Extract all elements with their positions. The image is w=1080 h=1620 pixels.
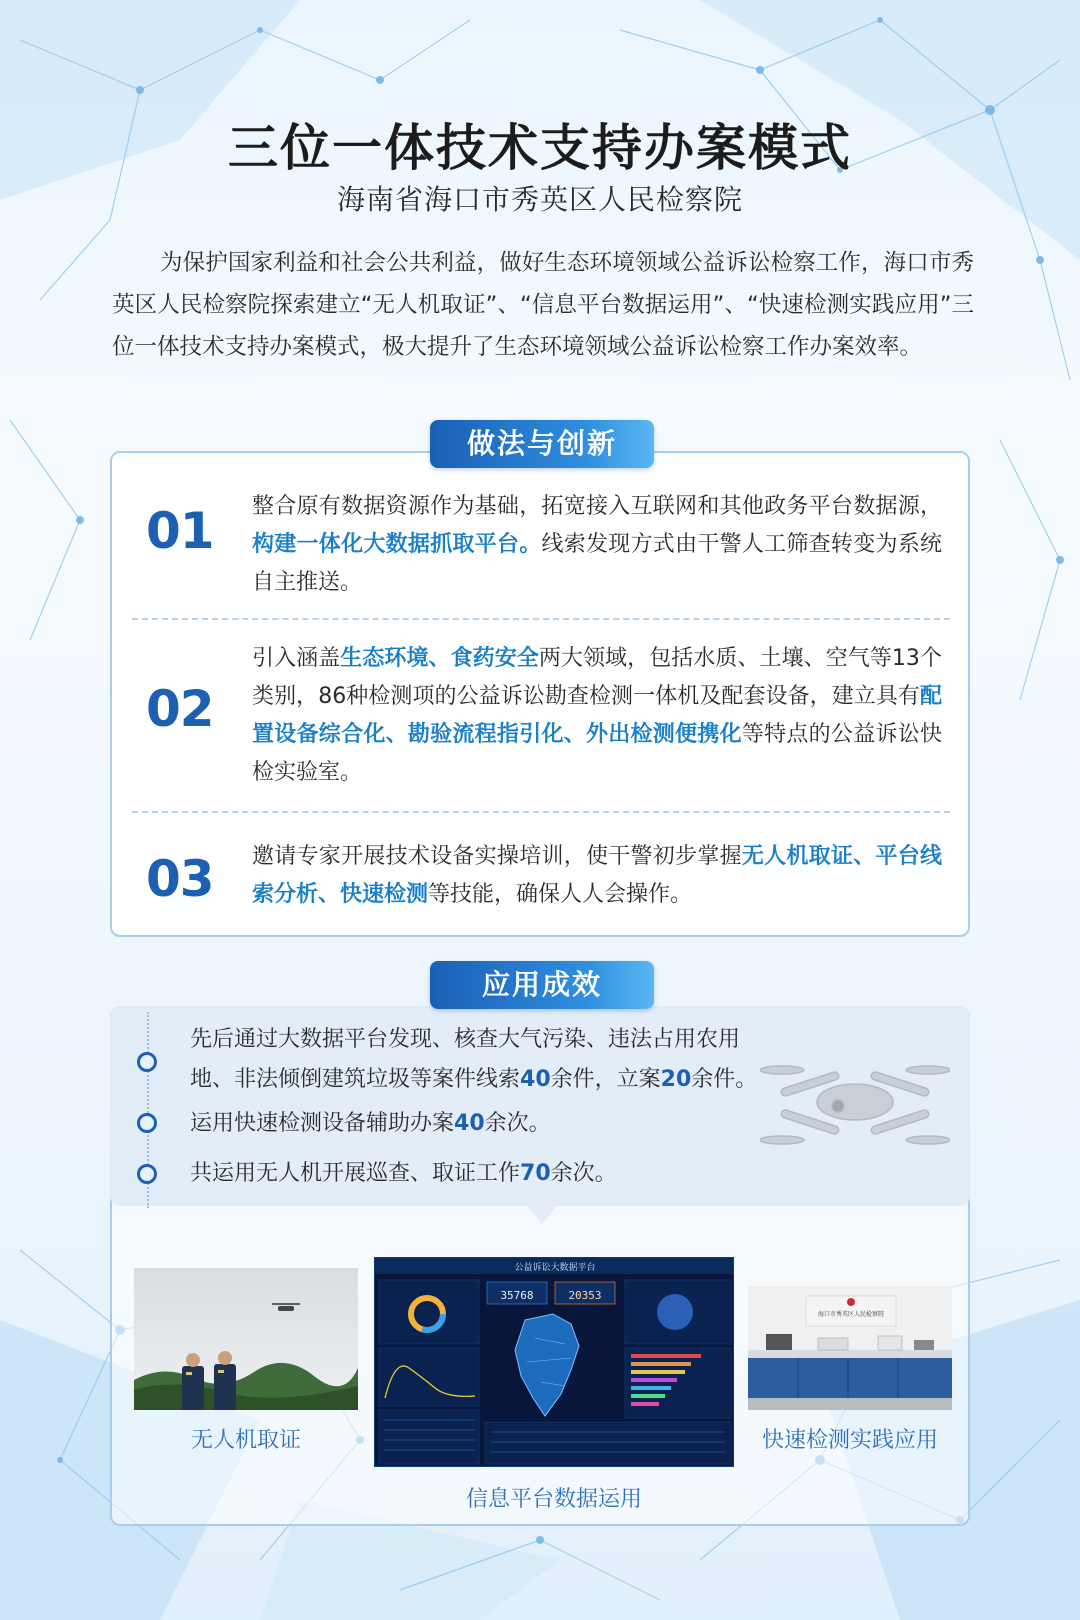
bullet-icon	[137, 1164, 157, 1184]
practice-text: 整合原有数据资源作为基础，拓宽接入互联网和其他政务平台数据源，构建一体化大数据抓取平台。线索发现方式由干警人工筛查转变为系统自主推送。	[252, 494, 942, 595]
practice-highlight: 无人机取证、平台线索分析、快速检测	[252, 844, 942, 907]
platform-stat-1: 35768	[500, 1289, 534, 1302]
callout-pointer	[526, 1204, 558, 1224]
bullet-icon	[137, 1113, 157, 1133]
lab-sign: 海口市秀英区人民检察院	[817, 1311, 885, 1318]
platform-title: 公益诉讼大数据平台	[514, 1262, 596, 1272]
practice-text: 引入涵盖生态环境、食药安全两大领域，包括水质、土壤、空气等13个类别，86种检测项的公益诉讼勘查检测一体机及配套设备，建立具有配置设备综合化、勘验流程指引化、外出检测便携化等特点的公益诉讼快检实验室。	[252, 646, 942, 785]
intro-paragraph: 为保护国家利益和社会公共利益，做好生态环境领域公益诉讼检察工作，海口市秀英区人民检察院探索建立“无人机取证”、“信息平台数据运用”、“快速检测实践应用”三位一体技术支持办案模式，极大提升了生态环境领域公益诉讼检察工作办案效率。	[112, 250, 974, 360]
result-item-3: 共运用无人机开展巡查、取证工作70余次。	[190, 1161, 617, 1186]
practices-heading: 做法与创新	[430, 420, 654, 468]
lab-caption: 快速检测实践应用	[761, 1428, 938, 1453]
practice-text: 邀请专家开展技术设备实操培训，使干警初步掌握无人机取证、平台线索分析、快速检测等技能，确保人人会操作。	[252, 844, 942, 907]
lab-photo	[748, 1268, 952, 1410]
bullet-icon	[137, 1052, 157, 1072]
page-title: 三位一体技术支持办案模式	[228, 119, 852, 177]
page-subtitle: 海南省海口市秀英区人民检察院	[336, 183, 743, 216]
practice-highlight: 配置设备综合化、勘验流程指引化、外出检测便携化	[252, 684, 942, 747]
drone-icon	[760, 1040, 950, 1160]
results-heading: 应用成效	[430, 961, 654, 1009]
practice-highlight: 生态环境、食药安全	[340, 646, 539, 671]
practice-number: 02	[146, 680, 214, 738]
practice-number: 03	[146, 850, 214, 908]
platform-screenshot	[374, 1257, 734, 1467]
item-divider	[132, 811, 950, 813]
practice-number: 01	[146, 502, 214, 560]
platform-caption: 信息平台数据运用	[465, 1487, 642, 1512]
result-item-2: 运用快速检测设备辅助办案40余次。	[190, 1111, 551, 1136]
drone-caption: 无人机取证	[190, 1428, 301, 1453]
platform-stat-2: 20353	[568, 1289, 602, 1302]
item-divider	[132, 618, 950, 620]
drone-photo	[134, 1268, 358, 1410]
result-item-1: 先后通过大数据平台发现、核查大气污染、违法占用农用 地、非法倾倒建筑垃圾等案件线索40余件，立案20余件。	[190, 1027, 758, 1092]
practice-highlight: 构建一体化大数据抓取平台。	[252, 532, 542, 557]
